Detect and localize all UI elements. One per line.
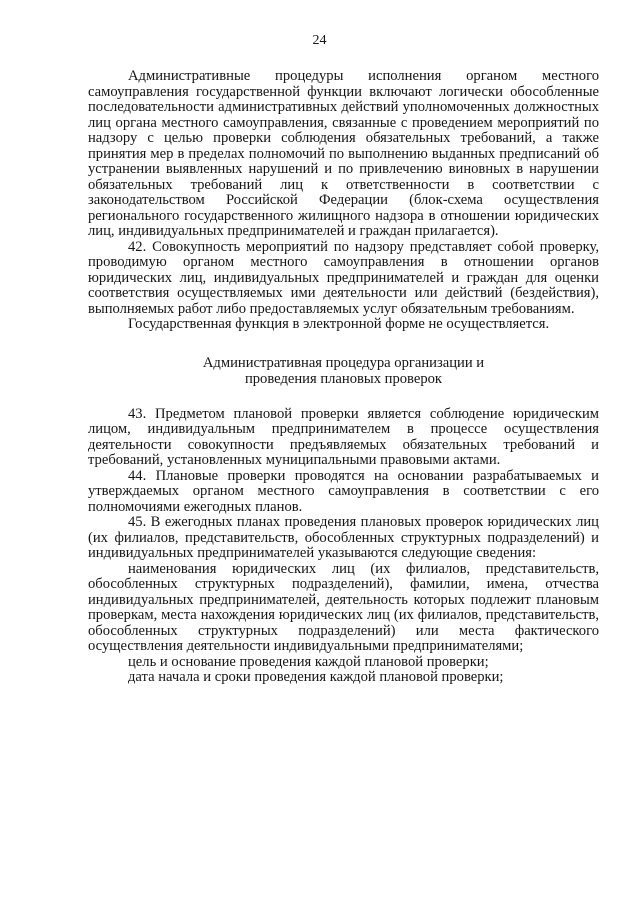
list-item-names: наименования юридических лиц (их филиалов, представительств, обособленных структурных подразделений), фамилии, имена, отчества индивидуальных предпринимателей, деятельность которых подлежит плановым проверкам, места нахождения юридических лиц (их филиалов, представительств, обособленных структурных подразделений) или места фактического осуществления деятельности индивидуальными предпринимателями; [88,560,599,654]
paragraph-42: 42. Совокупность мероприятий по надзору представляет собой проверку, проводимую органом местного самоуправления в отношении органов юридических лиц, индивидуальных предпринимателей и граждан для оценки соответствия осуществляемых ими деятельности или действий (бездействия), выполняемых работ либо предоставляемых услуг обязательным требованиям. [88,238,599,317]
paragraph-electronic-form: Государственная функция в электронной форме не осуществляется. [128,316,550,332]
page-number: 24 [312,33,327,48]
spacer [88,387,599,407]
document-body [88,69,599,686]
paragraph-44: 44. Плановые проверки проводятся на основании разрабатываемых и утверждаемых органом местного самоуправления в соответствии с его полномочиями ежегодных планов. [88,467,599,515]
paragraph-43: 43. Предметом плановой проверки является соблюдение юридическим лицом, индивидуальным предпринимателем в процессе осуществления деятельности совокупности предъявляемых обязательных требований и требований, установленных муниципальными правовыми актами. [88,405,599,468]
section-heading-line-1: Административная процедура организации и [202,354,485,371]
paragraph-admin-procedures: Административные процедуры исполнения органом местного самоуправления государственной функции включают логически обособленные последовательности административных действий уполномоченных должностных лиц органа местного самоуправления, связанные с проведением мероприятий по надзору с целью проверки соблюдения обязательных требований, а также принятия мер в пределах полномочий по выполнению выданных предписаний об устранении выявленных нарушений и по привлечению виновных в нарушении обязательных требований лиц к ответственности в соответствии с законодательством Российской Федерации (блок-схема осуществления регионального государственного жилищного надзора в отношении юридических лиц, индивидуальных предпринимателей и граждан прилагается). [88,68,599,239]
spacer [88,333,599,355]
paragraph-45: 45. В ежегодных планах проведения плановых проверок юридических лиц (их филиалов, представительств, обособленных структурных подразделений) и индивидуальных предпринимателей указываются следующие сведения: [88,514,599,561]
list-item-dates: дата начала и сроки проведения каждой плановой проверки; [128,669,504,685]
list-item-purpose: цель и основание проведения каждой плановой проверки; [128,653,489,670]
section-heading-line-2: проведения плановых проверок [244,370,443,387]
